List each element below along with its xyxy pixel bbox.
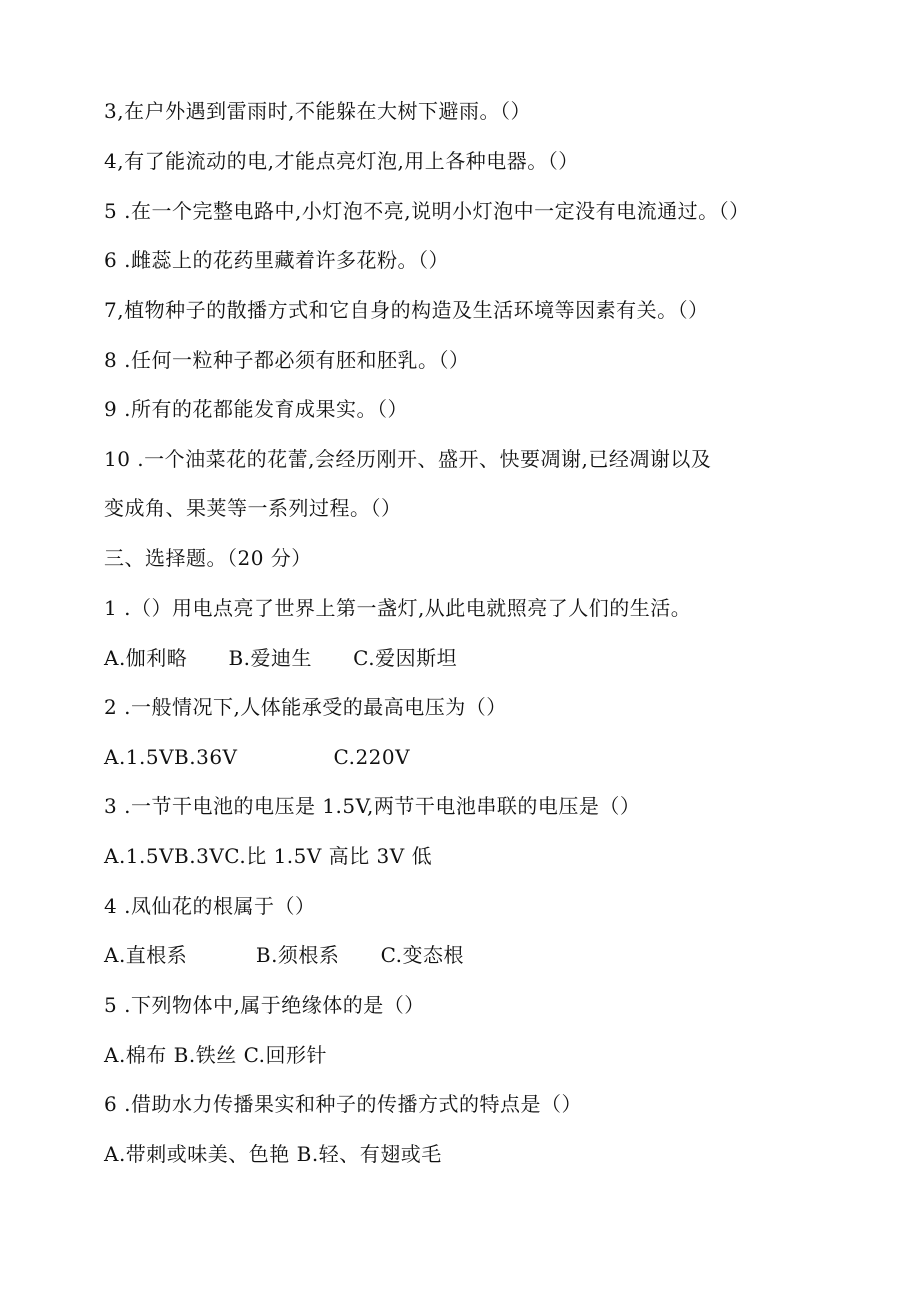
choice-options-4: A.直根系 B.须根系 C.变态根 [104,943,465,967]
choice-question-1: 1 .（）用电点亮了世界上第一盏灯,从此电就照亮了人们的生活。 [104,596,692,620]
true-false-item-5: 5 .在一个完整电路中,小灯泡不亮,说明小灯泡中一定没有电流通过。（） [104,199,750,223]
choice-question-2: 2 .一般情况下,人体能承受的最高电压为（） [104,695,507,719]
section-heading-choice: 三、选择题。（20 分） [104,546,312,570]
true-false-item-10-continued: 变成角、果荚等一系列过程。（） [104,496,402,520]
true-false-item-3: 3,在户外遇到雷雨时,不能躲在大树下避雨。（） [104,99,531,123]
true-false-item-4: 4,有了能流动的电,才能点亮灯泡,用上各种电器。（） [104,149,579,173]
true-false-item-8: 8 .任何一粒种子都必须有胚和胚乳。（） [104,348,470,372]
choice-options-3: A.1.5VB.3VC.比 1.5V 高比 3V 低 [104,844,433,868]
true-false-item-9: 9 .所有的花都能发育成果实。（） [104,397,408,421]
choice-options-1: A.伽利略 B.爱迪生 C.爱因斯坦 [104,646,458,670]
choice-question-4: 4 .凤仙花的根属于（） [104,894,316,918]
choice-question-3: 3 .一节干电池的电压是 1.5V,两节干电池串联的电压是（） [104,794,641,818]
choice-question-5: 5 .下列物体中,属于绝缘体的是（） [104,993,425,1017]
true-false-item-7: 7,植物种子的散播方式和它自身的构造及生活环境等因素有关。（） [104,298,709,322]
true-false-item-6: 6 .雌蕊上的花药里藏着许多花粉。（） [104,248,449,272]
choice-options-6: A.带刺或味美、色艳 B.轻、有翅或毛 [104,1142,442,1166]
choice-options-5: A.棉布 B.铁丝 C.回形针 [104,1043,328,1067]
true-false-item-10: 10 .一个油菜花的花蕾,会经历刚开、盛开、快要凋谢,已经凋谢以及 [104,447,712,471]
choice-options-2: A.1.5VB.36V C.220V [104,745,411,769]
choice-question-6: 6 .借助水力传播果实和种子的传播方式的特点是（） [104,1092,582,1116]
